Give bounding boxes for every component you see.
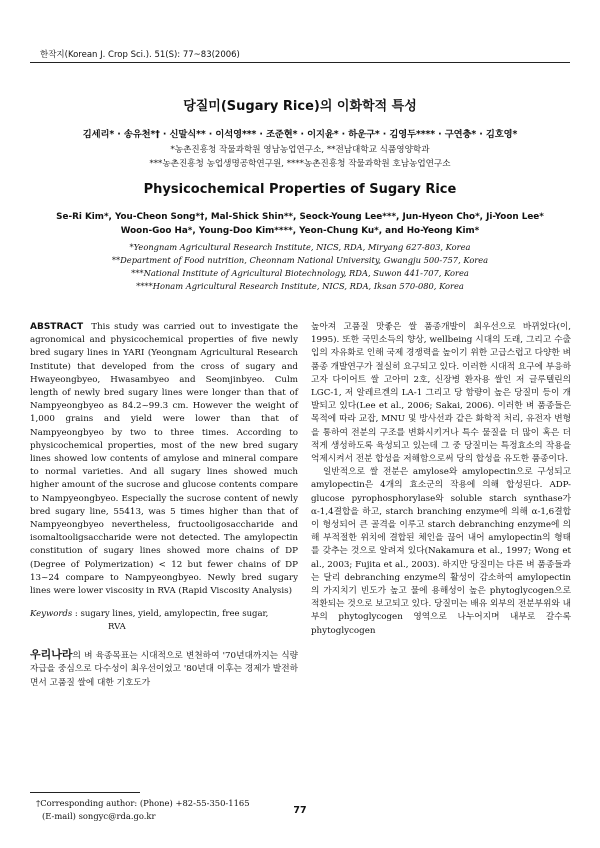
keywords-text-continued: RVA bbox=[108, 622, 126, 633]
footnote-email: (E-mail) songyc@rda.go.kr bbox=[42, 811, 156, 821]
right-column bbox=[311, 321, 571, 638]
english-affiliation-4: ****Honam Agricultural Research Institute, NICS, RDA, Iksan 570-080, Korea bbox=[136, 281, 464, 291]
korean-authors: 김세리* · 송유천*† · 신말식** · 이석영*** · 조준현* · 이지윤* · 하운구* · 김영두**** · 구연충* · 김호영* bbox=[82, 129, 518, 140]
keywords bbox=[30, 608, 298, 634]
page-number: 77 bbox=[293, 805, 307, 816]
introduction-text: 의 벼 육종목표는 시대적으로 변천하여 '70년대까지는 식량자급을 중심으로 다수성이 최우선이었고 '80년대 이후는 경제가 발전하면서 고품질 쌀에 대한 기호도가 bbox=[30, 651, 298, 688]
korean-affiliation-1: *농촌진흥청 작물과학원 영남농업연구소, **전남대학교 식품영양학과 bbox=[170, 145, 430, 155]
english-affiliation-2: **Department of Food nutrition, Cheonnam National University, Gwangju 500-757, Korea bbox=[111, 255, 489, 265]
abstract-label: ABSTRACT bbox=[30, 322, 84, 332]
introduction-paragraph bbox=[30, 648, 298, 690]
english-affiliation-1: *Yeongnam Agricultural Research Institute, NICS, RDA, Miryang 627-803, Korea bbox=[129, 242, 471, 252]
english-affiliation-3: ***National Institute of Agricultural Biotechnology, RDA, Suwon 441-707, Korea bbox=[131, 268, 469, 278]
introduction-first-word: 우리나라 bbox=[30, 648, 73, 662]
english-title: Physicochemical Properties of Sugary Rice bbox=[143, 182, 457, 197]
right-paragraph-2: 일반적으로 쌀 전분은 amylose와 amylopectin으로 구성되고 amylopectin은 4개의 효소군의 작용에 의해 합성된다. ADP- glucose pyrophosphorylase와 soluble starch synthase가 α-1,4결합을 하고, starch branching enzyme에 의해 α-1,6결합이 형성되어 큰 골격을 이루고 starch debranching enzyme에 의해 부적절한 위치에 결합된 체인을 끊어 내어 amylopectin의 형태를 갖추는 것으로 알려져 있다(Nakamura et al., 1997; Wong et al., 2003; Fujita et al., 2003). 하지만 당질미는 다른 벼 품종들과는 달리 debranching enzyme의 활성이 감소하여 amylopectin의 가지치기 빈도가 높고 물에 용해성이 높은 phytoglycogen으로 적환되는 것으로 보고되고 있다. 당질미는 배유 외부의 전분부위와 내부의 phytoglycogen 영역으로 나누어지며 내부로 갈수록 phytoglycogen bbox=[311, 467, 571, 636]
abstract bbox=[30, 321, 298, 598]
keywords-label: Keywords bbox=[30, 609, 73, 620]
english-authors-line-2: Woon-Goo Ha*, Young-Doo Kim****, Yeon-Chung Ku*, and Ho-Yeong Kim* bbox=[120, 226, 480, 236]
footnote-rule bbox=[30, 792, 140, 793]
korean-title: 당질미(Sugary Rice)의 이화학적 특성 bbox=[183, 99, 417, 114]
abstract-text: This study was carried out to investigate the agronomical and physicochemical properties of five newly bred sugary lines in YARI (Yeongnam Agricultural Research Institute) that developed from the cross of sugary and Hwayeongbyeo, Hwasambyeo and Seomjinbyeo. Culm length of newly bred sugary lines were longer than that of Nampyeongbyeo as 84.2~99.3 cm. However the weight of 1,000 grains and yield were lower than that of Nampyeongbyeo by two to three times. According to physicochemical properties, most of the new bred sugary lines showed low contents of amylose and mineral compare to normal varieties. And all sugary lines showed much higher amount of the sucrose and glucose contents compare to Nampyeongbyeo. Especially the sucrose content of newly bred sugary line, 55413, was 5 times higher than that of Nampyeongbyeo nevertheless, fructooligosaccharide and isomaltooligsaccharide were not detected. The amylopectin constitution of sugary lines showed more chains of DP (Degree of Polymerization) < 12 but fewer chains of DP 13~24 compare to Nampyeongbyeo. Newly bred sugary lines were lower viscosity in RVA (Rapid Viscosity Analysis) bbox=[30, 322, 298, 597]
english-authors-line-1: Se-Ri Kim*, You-Cheon Song*†, Mal-Shick Shin**, Seock-Young Lee***, Jun-Hyeon Cho*, Ji-Yoon Lee* bbox=[56, 212, 544, 222]
keywords-text: : sugary lines, yield, amylopectin, free sugar, bbox=[74, 609, 269, 620]
journal-header: 한작지(Korean J. Crop Sci.). 51(S): 77~83(2006) bbox=[40, 50, 240, 60]
header-rule bbox=[30, 62, 570, 63]
korean-affiliation-2: ***농촌진흥청 농업생명공학연구원, ****농촌진흥청 작물과학원 호남농업연구소 bbox=[149, 159, 451, 169]
right-paragraph-1: 높아져 고품질 맛좋은 쌀 품종개발이 최우선으로 바뀌었다(이, 1995). 또한 국민소득의 향상, wellbeing 시대의 도래, 그리고 수출입의 자유화로 인해 국제 경쟁력을 높이기 위한 고급스럽고 다양한 벼 품종 개발연구가 절실히 요구되고 있다. 이러한 시대적 요구에 부응하고자 다이어트 쌀 고아미 2호, 신장병 환자용 쌀인 저 글루텔린의 LGC-1, 저 알레르겐의 LA-1 그리고 당 함량이 높은 당질미 등이 개발되고 있다(Lee et al., 2006; Sakai, 2006). 이러한 벼 품종들은 목적에 따라 교잡, MNU 및 방사선과 같은 화학적 처리, 유전자 변형을 통하여 전분의 구조를 변화시키거나 특수 물질을 더 많이 혹은 더 적게 생성하도록 육성되고 있는데 그 중 당질미는 특정효소의 작용을 억제시켜서 전분 합성을 저해함으로써 당의 합성을 유도한 품종이다. bbox=[311, 322, 571, 465]
left-column bbox=[30, 321, 298, 690]
footnote-corresponding-author: †Corresponding author: (Phone) +82-55-350-1165 bbox=[36, 798, 250, 808]
